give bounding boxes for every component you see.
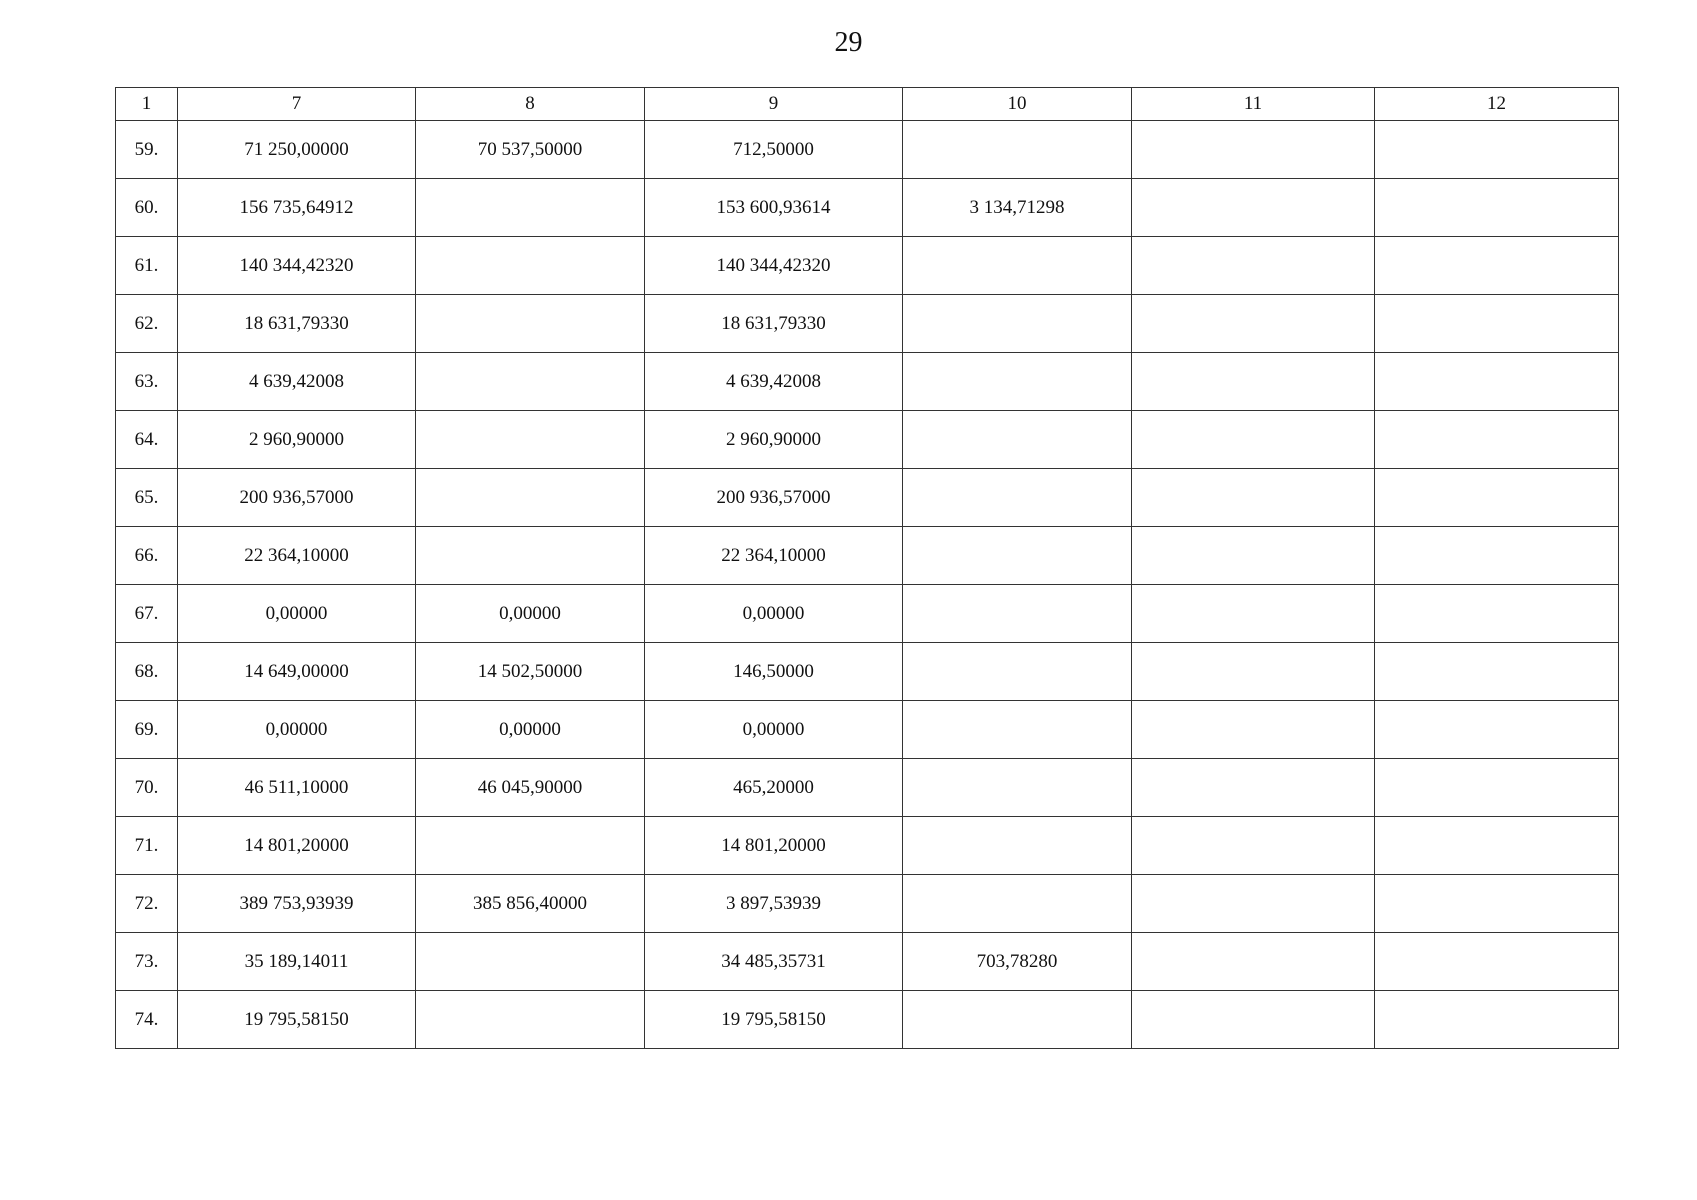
table-cell <box>1132 353 1375 411</box>
table-cell <box>1375 585 1619 643</box>
table-cell: 18 631,79330 <box>178 295 416 353</box>
table-cell <box>1375 121 1619 179</box>
table-cell: 146,50000 <box>645 643 903 701</box>
table-row <box>116 991 1619 1049</box>
table-cell <box>903 817 1132 875</box>
table-cell <box>903 585 1132 643</box>
table-cell: 0,00000 <box>178 585 416 643</box>
column-header: 8 <box>416 88 645 121</box>
table-cell: 4 639,42008 <box>645 353 903 411</box>
table-cell: 140 344,42320 <box>645 237 903 295</box>
table-row <box>116 933 1619 991</box>
table-cell: 389 753,93939 <box>178 875 416 933</box>
table-cell <box>1375 701 1619 759</box>
table-body <box>116 121 1619 1049</box>
table-cell <box>1375 817 1619 875</box>
table-cell <box>903 701 1132 759</box>
table-row <box>116 121 1619 179</box>
table-cell <box>416 179 645 237</box>
table-cell: 3 134,71298 <box>903 179 1132 237</box>
table-cell: 34 485,35731 <box>645 933 903 991</box>
row-number-cell: 74. <box>116 991 178 1049</box>
table-cell: 18 631,79330 <box>645 295 903 353</box>
table-row <box>116 469 1619 527</box>
table-cell: 22 364,10000 <box>178 527 416 585</box>
table-cell: 22 364,10000 <box>645 527 903 585</box>
table-cell: 140 344,42320 <box>178 237 416 295</box>
table-cell: 156 735,64912 <box>178 179 416 237</box>
table-cell: 0,00000 <box>645 701 903 759</box>
table-cell: 0,00000 <box>178 701 416 759</box>
table-cell: 19 795,58150 <box>178 991 416 1049</box>
table-cell <box>416 469 645 527</box>
column-header: 9 <box>645 88 903 121</box>
table-cell: 35 189,14011 <box>178 933 416 991</box>
row-number-cell: 72. <box>116 875 178 933</box>
table-cell <box>1375 643 1619 701</box>
page-number: 29 <box>834 27 863 58</box>
row-number-cell: 71. <box>116 817 178 875</box>
row-number-cell: 73. <box>116 933 178 991</box>
table-row <box>116 759 1619 817</box>
row-number-cell: 70. <box>116 759 178 817</box>
row-number-cell: 60. <box>116 179 178 237</box>
table-cell <box>416 295 645 353</box>
table-cell: 200 936,57000 <box>645 469 903 527</box>
table-cell <box>1375 237 1619 295</box>
table-row <box>116 295 1619 353</box>
table-cell <box>903 991 1132 1049</box>
table-cell <box>1132 295 1375 353</box>
table-cell <box>1132 875 1375 933</box>
table-cell: 71 250,00000 <box>178 121 416 179</box>
table-cell <box>903 295 1132 353</box>
table-cell <box>1132 585 1375 643</box>
table-row <box>116 643 1619 701</box>
table-cell <box>1375 759 1619 817</box>
table-cell: 2 960,90000 <box>178 411 416 469</box>
table-cell <box>416 237 645 295</box>
table-cell: 703,78280 <box>903 933 1132 991</box>
table-cell <box>903 759 1132 817</box>
row-number-cell: 67. <box>116 585 178 643</box>
table-cell <box>903 875 1132 933</box>
row-number-cell: 59. <box>116 121 178 179</box>
column-header: 12 <box>1375 88 1619 121</box>
table-cell: 0,00000 <box>416 585 645 643</box>
table-cell <box>416 411 645 469</box>
table-cell <box>1375 991 1619 1049</box>
table-cell <box>416 933 645 991</box>
table-cell <box>1132 527 1375 585</box>
column-header: 7 <box>178 88 416 121</box>
table-cell: 14 801,20000 <box>645 817 903 875</box>
table-cell: 14 801,20000 <box>178 817 416 875</box>
row-number-cell: 65. <box>116 469 178 527</box>
table-cell <box>1132 933 1375 991</box>
table-cell <box>903 411 1132 469</box>
table-cell <box>1375 933 1619 991</box>
table-cell <box>1132 411 1375 469</box>
table-cell <box>416 817 645 875</box>
data-table <box>115 87 1619 1049</box>
table-row <box>116 411 1619 469</box>
row-number-cell: 66. <box>116 527 178 585</box>
column-header: 11 <box>1132 88 1375 121</box>
table-cell <box>1375 295 1619 353</box>
table-cell: 19 795,58150 <box>645 991 903 1049</box>
table-cell: 712,50000 <box>645 121 903 179</box>
table-cell: 0,00000 <box>416 701 645 759</box>
table-cell <box>1375 411 1619 469</box>
table-cell <box>1375 875 1619 933</box>
table-row <box>116 527 1619 585</box>
row-number-cell: 64. <box>116 411 178 469</box>
table-cell <box>903 527 1132 585</box>
column-header: 10 <box>903 88 1132 121</box>
table-cell <box>1375 179 1619 237</box>
table-cell: 70 537,50000 <box>416 121 645 179</box>
row-number-cell: 69. <box>116 701 178 759</box>
table-cell <box>1375 469 1619 527</box>
table-cell <box>1375 527 1619 585</box>
table-cell <box>903 643 1132 701</box>
row-number-cell: 63. <box>116 353 178 411</box>
table-cell <box>416 527 645 585</box>
table-row <box>116 237 1619 295</box>
column-header: 1 <box>116 88 178 121</box>
row-number-cell: 68. <box>116 643 178 701</box>
table-cell: 0,00000 <box>645 585 903 643</box>
table-cell <box>1132 701 1375 759</box>
table-row <box>116 701 1619 759</box>
table-cell <box>903 469 1132 527</box>
table-row <box>116 817 1619 875</box>
table-cell: 4 639,42008 <box>178 353 416 411</box>
table-cell: 46 511,10000 <box>178 759 416 817</box>
header-row <box>116 88 1619 121</box>
table-cell: 14 502,50000 <box>416 643 645 701</box>
table-cell: 385 856,40000 <box>416 875 645 933</box>
table-row <box>116 179 1619 237</box>
table-cell <box>1132 469 1375 527</box>
table-row <box>116 353 1619 411</box>
table-cell: 153 600,93614 <box>645 179 903 237</box>
table-cell: 465,20000 <box>645 759 903 817</box>
table-cell <box>416 353 645 411</box>
table-cell <box>1375 353 1619 411</box>
table-cell: 3 897,53939 <box>645 875 903 933</box>
table-cell <box>903 353 1132 411</box>
table-cell <box>1132 179 1375 237</box>
table-row <box>116 875 1619 933</box>
row-number-cell: 62. <box>116 295 178 353</box>
table-cell <box>903 237 1132 295</box>
table-cell: 14 649,00000 <box>178 643 416 701</box>
table-cell <box>903 121 1132 179</box>
row-number-cell: 61. <box>116 237 178 295</box>
table-cell: 200 936,57000 <box>178 469 416 527</box>
table-cell: 46 045,90000 <box>416 759 645 817</box>
table-row <box>116 585 1619 643</box>
table-cell <box>1132 817 1375 875</box>
table-cell <box>1132 991 1375 1049</box>
table-cell: 2 960,90000 <box>645 411 903 469</box>
table-cell <box>1132 759 1375 817</box>
table-cell <box>1132 121 1375 179</box>
table-cell <box>416 991 645 1049</box>
table-cell <box>1132 237 1375 295</box>
table-cell <box>1132 643 1375 701</box>
